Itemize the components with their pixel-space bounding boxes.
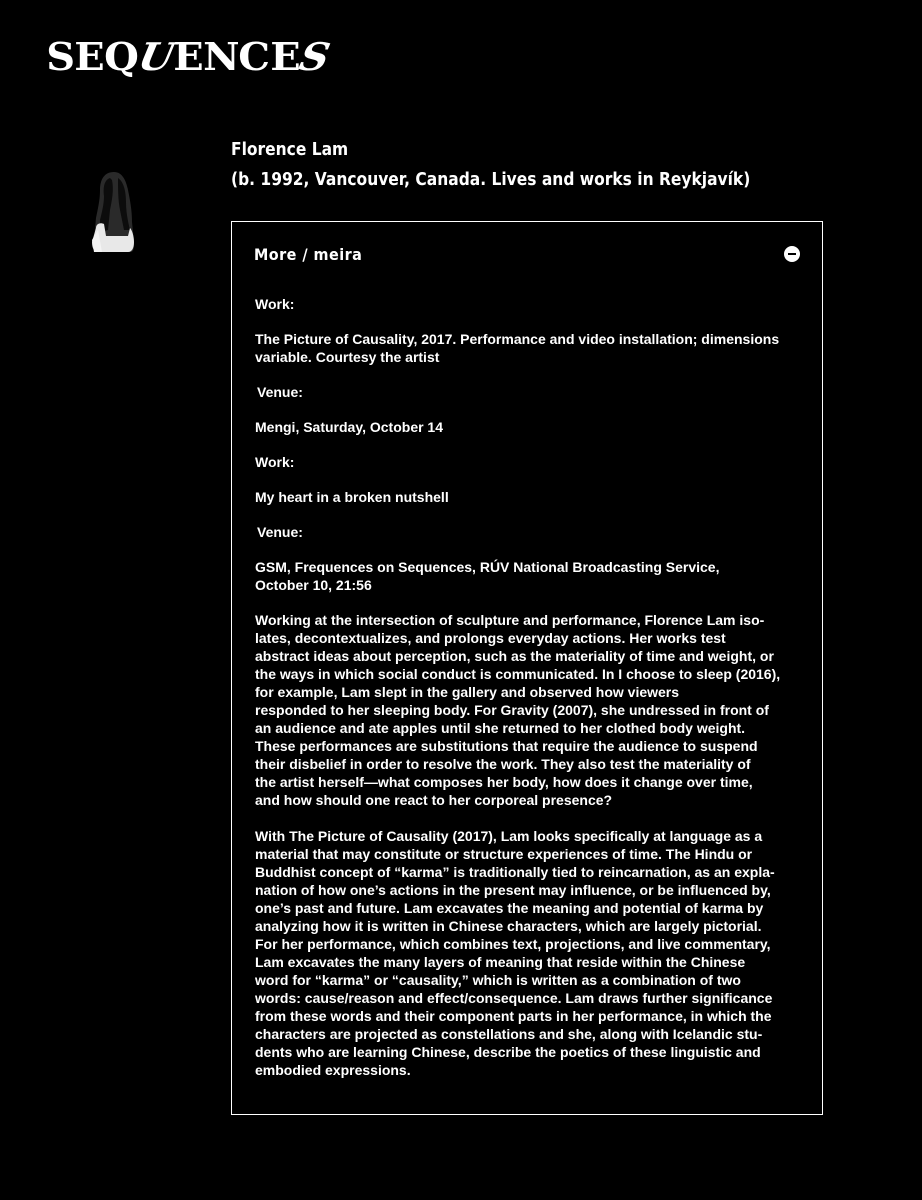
text-line: the artist herself—what composes her body, how does it change over time, xyxy=(255,774,753,790)
description-paragraph xyxy=(255,827,803,1079)
text-line: October 10, 21:56 xyxy=(255,577,372,593)
text-line: from these words and their component parts in her performance, in which the xyxy=(255,1008,772,1024)
text-line: Mengi, Saturday, October 14 xyxy=(255,419,444,435)
text-line: analyzing how it is written in Chinese characters, which are largely pictorial. xyxy=(255,918,762,934)
text-line: nation of how one’s actions in the present may influence, or be influenced by, xyxy=(255,882,771,898)
text-line: My heart in a broken nutshell xyxy=(255,489,449,505)
text-line: variable. Courtesy the artist xyxy=(255,349,440,365)
text-line: Buddhist concept of “karma” is traditionally tied to reincarnation, as an expla- xyxy=(255,864,775,880)
work-label: Work: xyxy=(255,296,295,312)
text-line: These performances are substitutions that require the audience to suspend xyxy=(255,738,758,754)
more-panel-header[interactable] xyxy=(254,242,802,266)
work-title xyxy=(255,330,803,366)
venue-value xyxy=(255,418,803,436)
artist-bio: (b. 1992, Vancouver, Canada. Lives and works in Reykjavík) xyxy=(231,169,751,190)
text-line: With The Picture of Causality (2017), Lam looks specifically at language as a xyxy=(255,828,763,844)
text-line: an audience and ate apples until she returned to her clothed body weight. xyxy=(255,720,746,736)
text-line: lates, decontextualizes, and prolongs everyday actions. Her works test xyxy=(255,630,726,646)
artist-header xyxy=(231,138,751,192)
venue-value xyxy=(255,558,803,594)
site-logo[interactable] xyxy=(46,34,335,79)
text-line: Working at the intersection of sculpture and performance, Florence Lam iso- xyxy=(255,612,765,628)
text-line: For her performance, which combines text, projections, and live commentary, xyxy=(255,936,771,952)
text-line: characters are projected as constellations and she, along with Icelandic stu- xyxy=(255,1026,763,1042)
logo-letter: N xyxy=(202,34,241,79)
logo-letter: Q xyxy=(104,34,141,79)
text-line: The Picture of Causality, 2017. Performance and video installation; dimensions xyxy=(255,331,780,347)
logo-letter: S xyxy=(295,34,335,79)
logo-letter: S xyxy=(46,34,77,79)
logo-letter: U xyxy=(134,34,180,79)
text-line: abstract ideas about perception, such as the materiality of time and weight, or xyxy=(255,648,774,664)
minus-circle-icon[interactable] xyxy=(784,246,800,262)
text-line: and how should one react to her corporeal presence? xyxy=(255,792,613,808)
logo-letter: C xyxy=(238,34,272,79)
text-line: responded to her sleeping body. For Gravity (2007), she undressed in front of xyxy=(255,702,769,718)
text-line: word for “karma” or “causality,” which is written as a combination of two xyxy=(255,972,741,988)
text-line: dents who are learning Chinese, describe the poetics of these linguistic and xyxy=(255,1044,761,1060)
text-line: the ways in which social conduct is communicated. In I choose to sleep (2016), xyxy=(255,666,781,682)
text-line: for example, Lam slept in the gallery and observed how viewers xyxy=(255,684,680,700)
text-line: Lam excavates the many layers of meaning that reside within the Chinese xyxy=(255,954,746,970)
logo-letter: E xyxy=(74,34,107,79)
logo-letter: E xyxy=(269,34,302,79)
text-line: words: cause/reason and effect/consequence. Lam draws further significance xyxy=(255,990,773,1006)
logo-letter: E xyxy=(172,34,205,79)
text-line: GSM, Frequences on Sequences, RÚV National Broadcasting Service, xyxy=(255,559,720,575)
artist-name: Florence Lam xyxy=(231,139,349,160)
text-line: embodied expressions. xyxy=(255,1062,411,1078)
text-line: their disbelief in order to resolve the work. They also test the materiality of xyxy=(255,756,751,772)
venue-label: Venue: xyxy=(257,384,303,400)
more-label: More / meira xyxy=(254,244,363,264)
venue-label: Venue: xyxy=(257,524,303,540)
artist-portrait xyxy=(88,170,136,254)
more-panel xyxy=(231,221,823,1115)
description-paragraph xyxy=(255,611,803,809)
work-label: Work: xyxy=(255,454,295,470)
more-panel-content xyxy=(255,295,803,1097)
text-line: one’s past and future. Lam excavates the meaning and potential of karma by xyxy=(255,900,764,916)
work-title xyxy=(255,488,803,506)
text-line: material that may constitute or structure experiences of time. The Hindu or xyxy=(255,846,753,862)
